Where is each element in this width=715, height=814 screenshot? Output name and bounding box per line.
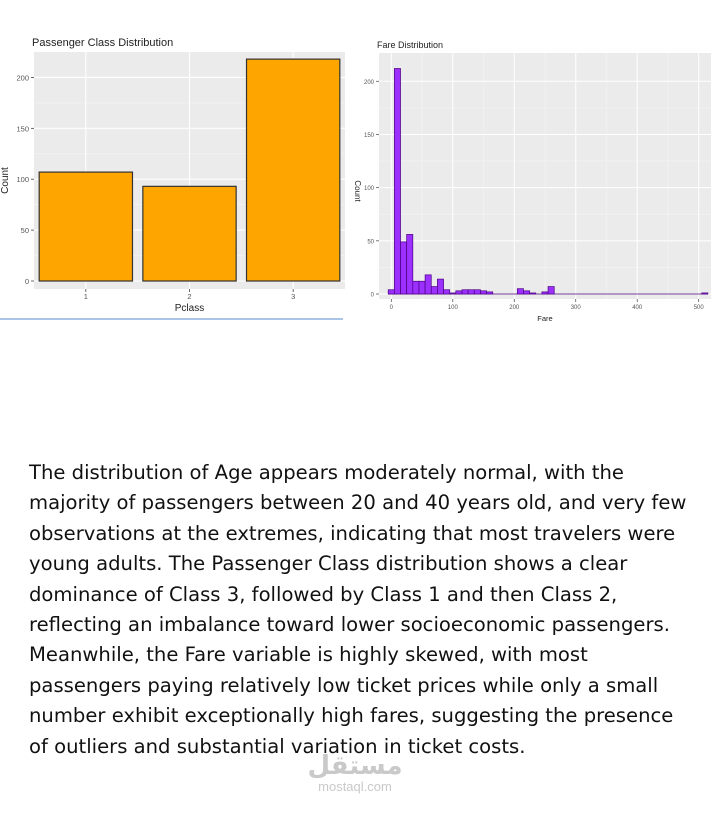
fare-xtick-label: 500 xyxy=(693,305,704,311)
description-paragraph: The distribution of Age appears moderately normal, with the majority of passengers between 20 and 40 years old, and very few observations at the extremes, indicating that most travelers were young adults. The Passenger Class distribution shows a clear dominance of Class 3, followed by Class 1 and then Class 2, reflecting an imbalance toward lower socioeconomic passengers. Meanwhile, the Fare variable is highly skewed, with most passengers paying relatively low ticket prices while only a small number exhibit exceptionally high fares, suggesting the presence of outliers and substantial variation in ticket costs. xyxy=(29,461,687,758)
fare-bin xyxy=(517,289,523,294)
watermark-latin: mostaql.com xyxy=(318,779,392,794)
pclass-xtick-label: 3 xyxy=(291,292,296,301)
pclass-ytick-label: 100 xyxy=(16,175,29,185)
fare-xtick-label: 200 xyxy=(509,305,520,311)
fare-bin xyxy=(407,234,413,294)
fare-bin xyxy=(474,290,480,294)
pclass-ytick-label: 0 xyxy=(24,277,29,286)
fare-bin xyxy=(450,293,456,294)
pclass-ylabel: Count xyxy=(0,167,11,194)
fare-ytick-label: 100 xyxy=(363,186,374,193)
fare-bin xyxy=(530,293,536,294)
fare-bin xyxy=(487,292,493,294)
pclass-xlabel: Pclass xyxy=(174,303,205,314)
fare-bin xyxy=(468,290,474,294)
fare-bin xyxy=(394,69,400,294)
fare-bin xyxy=(425,275,431,294)
fare-bin xyxy=(444,290,450,294)
fare-bin xyxy=(542,292,548,294)
pclass-bar xyxy=(247,59,340,281)
fare-bin xyxy=(523,291,529,294)
fare-bin xyxy=(480,291,486,294)
chart-divider xyxy=(0,318,343,320)
watermark-arabic: مستقل xyxy=(307,751,403,781)
fare-ytick-label: 0 xyxy=(370,292,374,299)
fare-bin xyxy=(401,242,407,294)
fare-xtick-label: 0 xyxy=(389,305,393,311)
pclass-chart xyxy=(0,30,345,320)
fare-ytick-label: 150 xyxy=(363,132,374,139)
fare-bin xyxy=(419,281,425,294)
pclass-ytick-label: 150 xyxy=(16,124,29,134)
pclass-xtick-label: 1 xyxy=(83,292,88,301)
pclass-bar xyxy=(143,186,236,281)
fare-bin xyxy=(431,287,437,294)
fare-ytick-label: 50 xyxy=(367,239,374,246)
fare-bin xyxy=(548,287,554,294)
fare-bin xyxy=(413,281,419,294)
pclass-chart-svg xyxy=(0,30,345,320)
fare-bin xyxy=(388,290,394,294)
fare-xtick-label: 400 xyxy=(632,305,643,311)
pclass-ytick-label: 200 xyxy=(16,73,29,83)
fare-xtick-label: 300 xyxy=(570,305,581,311)
fare-title: Fare Distribution xyxy=(377,40,444,50)
pclass-bar xyxy=(39,172,132,281)
fare-ytick-label: 200 xyxy=(363,79,374,86)
pclass-title: Passenger Class Distribution xyxy=(32,37,174,49)
pclass-ytick-label: 50 xyxy=(20,226,29,236)
fare-bin xyxy=(462,290,468,294)
fare-bin xyxy=(456,291,462,294)
fare-bin xyxy=(437,279,443,294)
fare-ylabel: Count xyxy=(353,180,362,202)
fare-xlabel: Fare xyxy=(537,314,553,323)
fare-chart-svg xyxy=(345,35,715,335)
fare-chart xyxy=(345,35,715,335)
fare-xtick-label: 100 xyxy=(447,305,458,311)
pclass-xtick-label: 2 xyxy=(187,292,192,301)
fare-bin xyxy=(702,293,708,294)
